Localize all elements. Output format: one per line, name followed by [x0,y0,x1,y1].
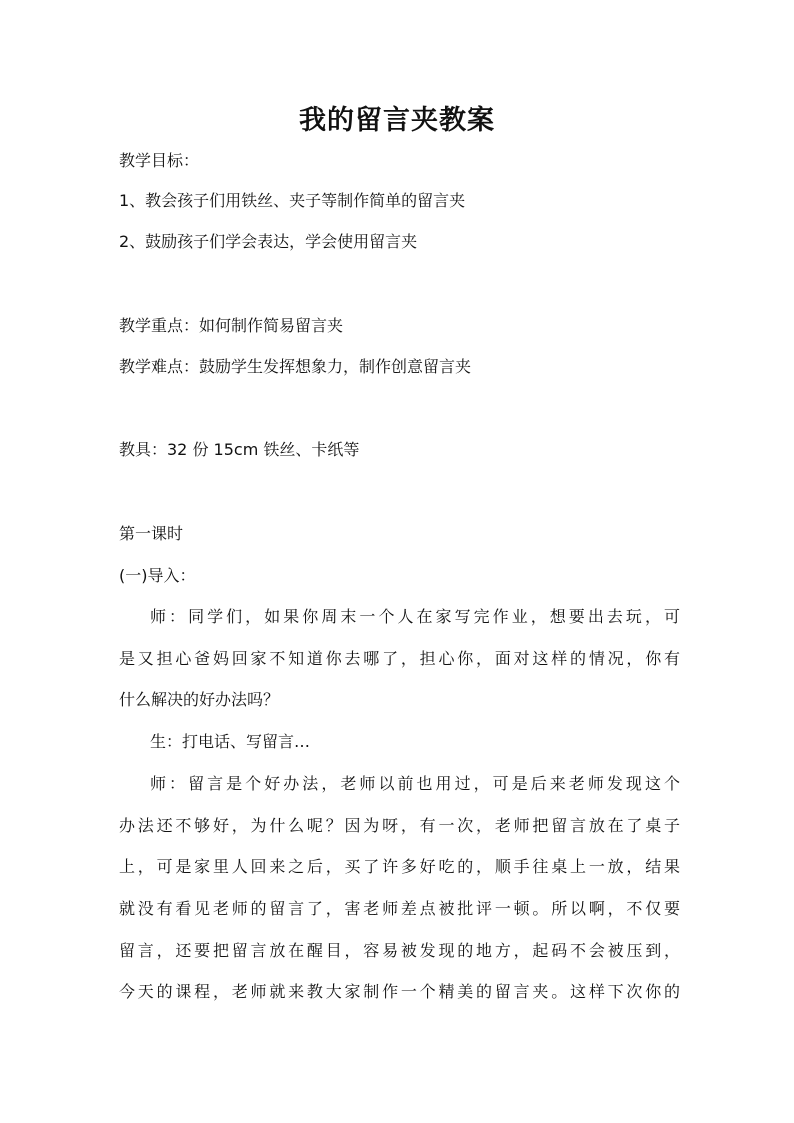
teacher-paragraph-1-line-2: 是又担心爸妈回家不知道你去哪了，担心你，面对这样的情况，你有 [119,649,680,668]
teacher-paragraph-2-line-6: 今天的课程，老师就来教大家制作一个精美的留言夹。这样下次你的 [119,982,680,1001]
objective-2: 2、鼓励孩子们学会表达，学会使用留言夹 [119,232,418,251]
objective-1: 1、教会孩子们用铁丝、夹子等制作简单的留言夹 [119,191,466,210]
introduction-heading: (一)导入： [119,566,196,585]
teacher-paragraph-1-line-1: 师：同学们，如果你周末一个人在家写完作业，想要出去玩，可 [150,607,680,626]
teacher-paragraph-2-line-2: 办法还不够好，为什么呢？因为呀，有一次，老师把留言放在了桌子 [119,816,680,835]
lesson-heading: 第一课时 [119,524,184,543]
teaching-focus: 教学重点：如何制作简易留言夹 [119,316,344,335]
document-title: 我的留言夹教案 [299,105,495,136]
teaching-difficulty: 教学难点：鼓励学生发挥想象力，制作创意留言夹 [119,357,472,376]
student-response: 生：打电话、写留言… [150,732,311,751]
teaching-objectives-heading: 教学目标： [119,151,200,170]
teacher-paragraph-2-line-1: 师：留言是个好办法，老师以前也用过，可是后来老师发现这个 [150,774,680,793]
teacher-paragraph-2-line-5: 留言，还要把留言放在醒目，容易被发现的地方，起码不会被压到， [119,941,680,960]
teacher-paragraph-1-line-3: 什么解决的好办法吗？ [119,690,280,709]
teacher-paragraph-2-line-3: 上，可是家里人回来之后，买了许多好吃的，顺手往桌上一放，结果 [119,857,680,876]
teacher-paragraph-2-line-4: 就没有看见老师的留言了，害老师差点被批评一顿。所以啊，不仅要 [119,899,680,918]
teaching-aids: 教具：32 份 15cm 铁丝、卡纸等 [119,440,360,459]
